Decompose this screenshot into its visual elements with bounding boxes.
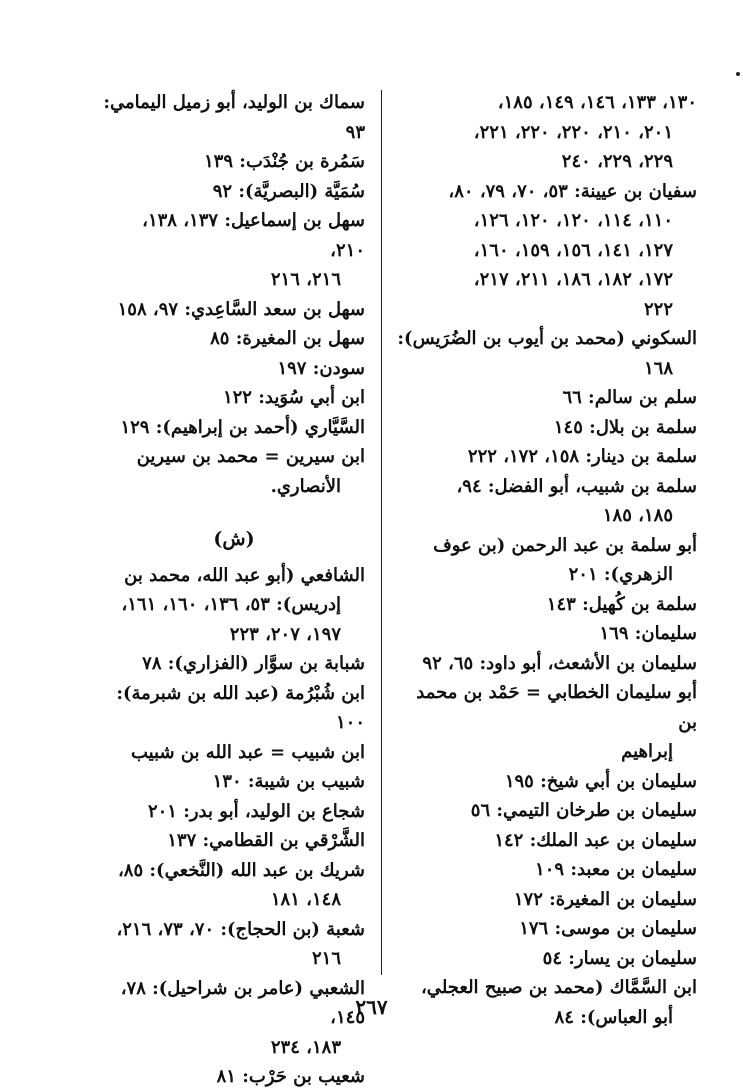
index-entry [103,88,365,147]
entry-line: سُمَيَّة (البصريَّة): ٩٢ [212,180,365,202]
index-entry [397,88,697,177]
index-entry [397,796,697,826]
entry-line: شعيب بن حَرْب: ٨١ [216,1066,365,1087]
index-entry [103,413,365,443]
index-entry [397,826,697,856]
entry-continuation-line: إبراهيم [621,741,673,762]
index-entry [103,177,365,207]
page-number: ٢٦٧ [355,995,388,1019]
entry-line: ١٣٠، ١٣٣، ١٤٦، ١٤٩، ١٨٥، [497,92,697,113]
entry-line: ابن أبي سُوَيد: ١٢٢ [222,387,365,408]
right-column [397,88,697,1032]
index-entry [397,619,697,649]
entry-line: سليمان بن أبي شيخ: ١٩٥ [504,770,697,792]
entry-line: سلمة بن بلال: ١٤٥ [553,416,697,438]
entry-continuation-line: ١١٠، ١١٤، ١٢٠، ١٢٠، ١٢٦، [473,210,673,231]
entry-line: الشافعي (أبو عبد الله، محمد بن [124,564,365,586]
entry-continuation-line: ١٧٢، ١٨٢، ١٨٦، ٢١١، ٢١٧، [473,269,673,290]
left-column-entries-a [103,88,365,501]
index-entry [397,413,697,443]
index-entry [397,383,697,413]
entry-line: سلمة بن شبيب، أبو الفضل: ٩٤، [456,475,697,497]
index-entry [103,797,365,827]
index-entry [103,383,365,413]
entry-line: سودن: ١٩٧ [277,357,365,379]
entry-line: سليمان بن عبد الملك: ١٤٢ [494,829,697,851]
left-column [103,88,365,1092]
index-entry [103,1062,365,1092]
entry-continuation-line: ٢٠١، ٢١٠، ٢٢٠، ٢٢٠، ٢٢١، [473,121,673,143]
column-divider [381,90,382,975]
entry-line: شعبة (بن الحجاج): ٧٠، ٧٣، ٢١٦، [116,918,365,940]
index-entry [103,767,365,797]
index-entry [103,324,365,354]
entry-continuation-line: ٢٢٩، ٢٢٩، ٢٤٠ [561,151,673,172]
index-entry [397,442,697,472]
entry-continuation-line: إدريس): ٥٣، ١٣٦، ١٦٠، ١٦١، [121,594,341,615]
index-entry [397,914,697,944]
entry-line: سهل بن إسماعيل: ١٣٧، ١٣٨، ٢١٠، [142,210,365,261]
entry-line: الشعبي (عامر بن شراحيل): ٧٨، ١٤٥، [120,977,365,1028]
entry-line: سليمان بن المغيرة: ١٧٢ [513,888,697,910]
entry-line: ابن السَّمَّاك (محمد بن صبيح العجلي، [421,977,697,998]
entry-line: سليمان بن يسار: ٥٤ [542,947,697,969]
entry-continuation-line: ١٢٧، ١٤١، ١٥٦، ١٥٩، ١٦٠، [473,239,673,261]
entry-line: ابن سيرين = محمد بن سيرين [136,446,365,467]
index-entry [103,826,365,856]
entry-continuation-line: الأنصاري. [270,475,341,497]
index-entry [397,531,697,590]
index-entry [397,324,697,383]
entry-line: السكوني (محمد بن أيوب بن الضُرَيس): [397,328,697,349]
entry-continuation-line: الزهري): ٢٠١ [568,564,673,585]
entry-line: سلمة بن كُهيل: ١٤٣ [546,593,697,615]
index-entry [397,944,697,974]
index-entry [103,442,365,501]
index-entry [397,590,697,620]
index-entry [397,678,697,767]
entry-line: ابن شُبْرُمة (عبد الله بن شبرمة): ١٠٠ [116,682,365,733]
entry-line: سليمان بن معبد: ١٠٩ [535,859,697,880]
entry-continuation-line: ٢١٦ [311,948,341,969]
entry-continuation-line: ٢١٦، ٢١٦ [270,269,341,290]
entry-continuation-line: ١٨٥، ١٨٥ [602,505,673,526]
entry-line: سهل بن المغيرة: ٨٥ [210,328,365,349]
index-entry [397,855,697,885]
index-entry [103,679,365,738]
entry-line: سليمان بن طرخان التيمي: ٥٦ [470,800,697,821]
entry-continuation-line: ١٦٨ [643,357,673,379]
index-entry [397,472,697,531]
edge-mark [736,72,740,76]
entry-line: السَّيَّاري (أحمد بن إبراهيم): ١٢٩ [120,416,365,438]
index-entry [103,561,365,650]
entry-line: شبيب بن شيبة: ١٣٠ [212,771,365,792]
entry-continuation-line: ١٤٨، ١٨١ [270,889,341,910]
entry-line: سليمان بن موسى: ١٧٦ [519,918,697,939]
entry-line: شريك بن عبد الله (النَّخعي): ٨٥، [117,859,365,881]
index-entry [103,856,365,915]
entry-continuation-line: ٢٢٢ [643,298,673,320]
index-entry [103,295,365,325]
entry-line: سهل بن سعد السَّاعِدي: ٩٧، ١٥٨ [117,298,365,320]
entry-line: سليمان: ١٦٩ [599,623,697,644]
entry-line: أبو سليمان الخطابي = حَمْد بن محمد بن [416,682,697,733]
entry-line: الشَّرْقي بن القطامي: ١٣٧ [167,830,365,851]
entry-line: شبابة بن سوَّار (الفزاري): ٧٨ [142,653,365,674]
index-entry [103,738,365,768]
entry-continuation-line: أبو العباس): ٨٤ [554,1006,673,1028]
index-entry [103,147,365,177]
index-entry [397,177,697,325]
entry-line: أبو سلمة بن عبد الرحمن (بن عوف [433,534,697,556]
entry-line: سليمان بن الأشعث، أبو داود: ٦٥، ٩٢ [422,652,697,674]
index-entry [103,354,365,384]
entry-continuation-line: ١٩٧، ٢٠٧، ٢٢٣ [229,623,341,645]
entry-continuation-line: ١٨٣، ٢٣٤ [270,1036,341,1058]
entry-line: سلمة بن دينار: ١٥٨، ١٧٢، ٢٢٢ [467,446,697,467]
index-entry [397,885,697,915]
index-entry [103,915,365,974]
index-entry [397,649,697,679]
index-entry [103,206,365,295]
entry-line: ابن شبيب = عبد الله بن شبيب [130,741,365,763]
entry-line: سَمُرة بن جُنْدَب: ١٣٩ [204,151,365,172]
index-entry [397,767,697,797]
entry-line: سلم بن سالم: ٦٦ [562,387,697,408]
index-entry [103,649,365,679]
entry-line: سفيان بن عيينة: ٥٣، ٧٠، ٧٩، ٨٠، [448,180,697,202]
entry-line: شجاع بن الوليد، أبو بدر: ٢٠١ [147,800,365,822]
section-heading-shin: (ش) [213,528,255,550]
entry-line: سماك بن الوليد، أبو زميل اليمامي: ٩٣ [103,92,365,143]
